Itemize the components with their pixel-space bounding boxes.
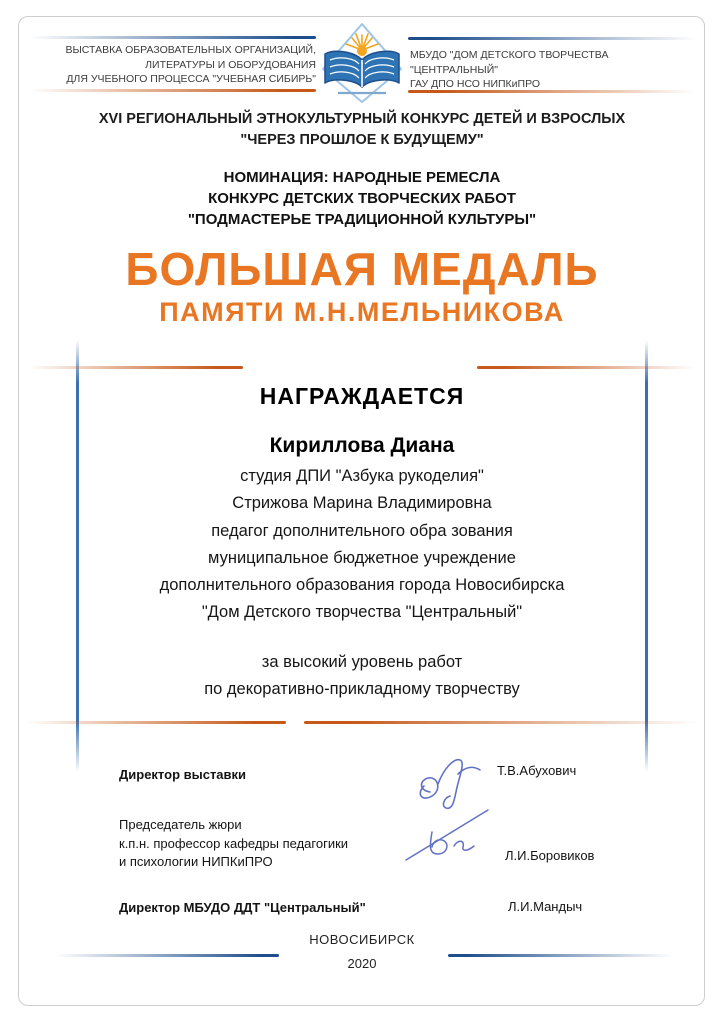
award-reason-line: по декоративно-прикладному творчеству — [204, 680, 520, 698]
signature-name-mandych: Л.И.Мандыч — [508, 899, 583, 914]
header-right-organization — [410, 48, 696, 92]
signature-name-abukhovich: Т.В.Абухович — [497, 763, 577, 778]
signature-role-line: к.п.н. профессор кафедры педагогики — [119, 835, 349, 851]
recipient-detail-line: муниципальное бюджетное учреждение — [208, 548, 516, 567]
header-left-blue-line — [29, 36, 316, 39]
signature-name-borovikov: Л.И.Боровиков — [505, 848, 595, 863]
header-left-line: ЛИТЕРАТУРЫ И ОБОРУДОВАНИЯ — [145, 58, 316, 71]
contest-title-line-1: XVI РЕГИОНАЛЬНЫЙ ЭТНОКУЛЬТУРНЫЙ КОНКУРС ДЕТЕЙ И ВЗРОСЛЫХ — [98, 111, 626, 127]
footer-city: НОВОСИБИРСК — [309, 932, 415, 947]
awarded-heading: НАГРАЖДАЕТСЯ — [259, 383, 465, 409]
signature-role-predsedatel-zhyuri — [119, 816, 348, 872]
recipient-detail-line: педагог дополнительного обра зования — [211, 521, 513, 540]
signature-borovikov-autograph — [398, 806, 494, 868]
recipient-detail-line: Стрижова Марина Владимировна — [232, 494, 492, 513]
header-left-line: ДЛЯ УЧЕБНОГО ПРОЦЕССА "УЧЕБНАЯ СИБИРЬ" — [66, 73, 316, 85]
contest-title — [0, 109, 724, 151]
recipient-details — [0, 463, 724, 627]
open-book-sun-diamond-icon — [318, 20, 406, 106]
nomination-line: КОНКУРС ДЕТСКИХ ТВОРЧЕСКИХ РАБОТ — [208, 190, 516, 207]
contest-title-line-2: "ЧЕРЕЗ ПРОШЛОЕ К БУДУЩЕМУ" — [240, 132, 484, 148]
header-right-line: "ЦЕНТРАЛЬНЫЙ" — [410, 63, 498, 76]
footer-year: 2020 — [347, 956, 377, 971]
header-right-line: МБУДО "ДОМ ДЕТСКОГО ТВОРЧЕСТВА — [410, 49, 609, 61]
award-subtitle: ПАМЯТИ М.Н.МЕЛЬНИКОВА — [159, 297, 565, 327]
header-left-line: ВЫСТАВКА ОБРАЗОВАТЕЛЬНЫХ ОРГАНИЗАЦИЙ, — [65, 44, 316, 56]
recipient-detail-line: дополнительного образования города Новосибирска — [159, 576, 565, 595]
header-right-line: ГАУ ДПО НСО НИПКиПРО — [410, 78, 541, 90]
nomination-line: НОМИНАЦИЯ: НАРОДНЫЕ РЕМЕСЛА — [223, 169, 501, 186]
nomination-line: "ПОДМАСТЕРЬЕ ТРАДИЦИОННОЙ КУЛЬТУРЫ" — [187, 211, 537, 228]
signature-role-director-vystavki: Директор выставки — [119, 767, 247, 782]
header-left-orange-line — [29, 89, 316, 92]
recipient-name: Кириллова Диана — [269, 434, 455, 457]
signature-role-line: Председатель жюри — [119, 817, 242, 832]
frame-bottom-left-orange-line — [26, 721, 286, 724]
nomination-block — [0, 167, 724, 230]
signature-role-line: и психологии НИПКиПРО — [119, 854, 273, 869]
award-reason — [0, 649, 724, 703]
header-right-blue-line — [408, 37, 696, 40]
recipient-detail-line: студия ДПИ "Азбука рукоделия" — [240, 467, 484, 485]
recipient-detail-line: "Дом Детского творчества "Центральный" — [201, 603, 523, 622]
frame-bottom-right-orange-line — [304, 721, 698, 724]
award-reason-line: за высокий уровень работ — [261, 653, 463, 671]
frame-top-right-orange-line — [477, 366, 695, 369]
signature-abukhovich-autograph — [408, 750, 494, 814]
award-title: БОЛЬШАЯ МЕДАЛЬ — [125, 243, 599, 295]
signature-role-director-ddt: Директор МБУДО ДДТ "Центральный" — [119, 900, 366, 915]
frame-top-left-orange-line — [28, 366, 243, 369]
header-left-organization — [28, 43, 316, 87]
